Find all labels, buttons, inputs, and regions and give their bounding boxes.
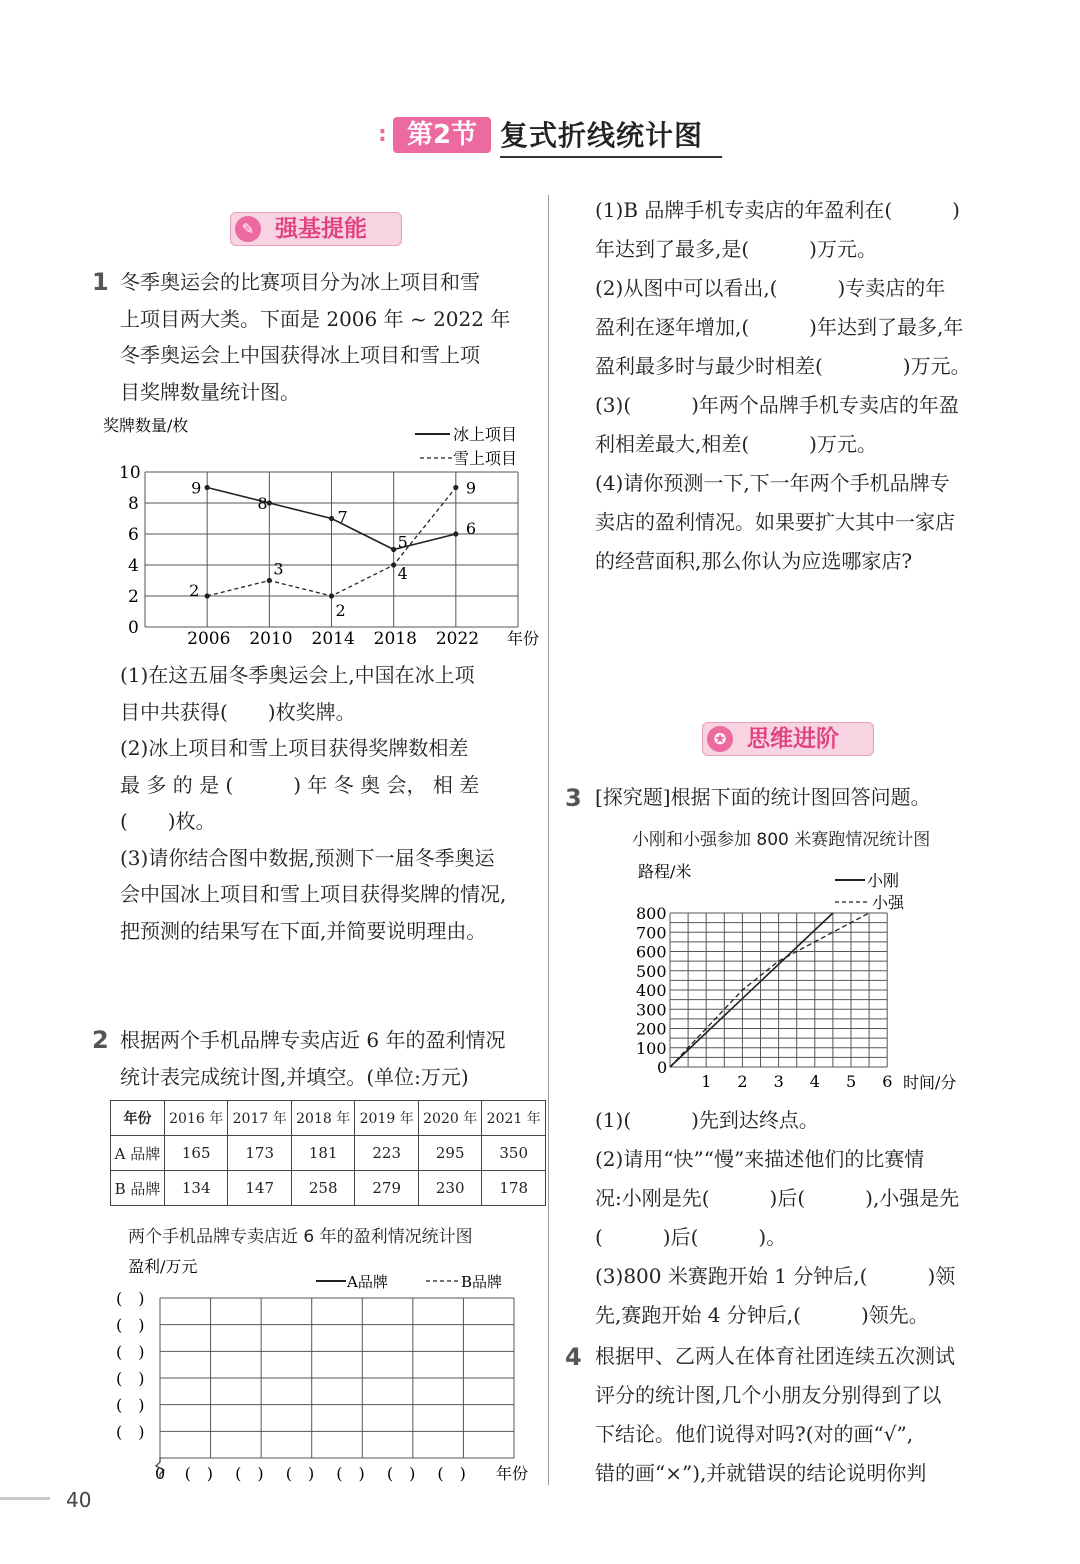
q2-sub-line: 盈利最多时与最少时相差( )万元。 <box>595 354 971 378</box>
data-point <box>205 485 210 490</box>
q3-subquestions <box>595 1101 959 1335</box>
y-tick-label: 2 <box>128 587 139 607</box>
profit-chart-xlabel: 年份 <box>496 1464 529 1483</box>
profit-chart-origin: 0 <box>155 1464 166 1483</box>
data-label: 9 <box>465 478 477 498</box>
q2-sub-line: (4)请你预测一下,下一年两个手机品牌专 <box>595 471 950 495</box>
q1-line: 上项目两大类。下面是 2006 年 ~ 2022 年 <box>120 306 511 331</box>
q3-sub-line: (1)( )先到达终点。 <box>595 1108 819 1132</box>
table-cell: 279 <box>355 1171 419 1206</box>
data-label: 5 <box>397 532 408 552</box>
data-label: 6 <box>465 519 477 538</box>
q1-sub-line: (1)在这五届冬季奥运会上,中国在冰上项 <box>120 663 475 687</box>
y-tick-label: 4 <box>128 556 139 576</box>
data-label: 4 <box>397 564 408 583</box>
q3-sub-line: (2)请用“快”“慢”来描述他们的比赛情 <box>595 1147 925 1171</box>
column-divider <box>548 195 549 1485</box>
q2-line: 根据两个手机品牌专卖店近 6 年的盈利情况 <box>120 1028 506 1052</box>
y-blank: ( ) <box>116 1289 145 1308</box>
table-header-cell: 年份 <box>111 1101 165 1136</box>
table-cell: 181 <box>291 1136 355 1171</box>
legend-snow: 雪上项目 <box>453 449 518 468</box>
x-tick-label: 2014 <box>311 629 355 649</box>
q4-number: 4 <box>565 1343 582 1371</box>
table-cell: B 品牌 <box>111 1171 165 1206</box>
x-tick-label: 6 <box>882 1072 893 1091</box>
q3-sub-line: 先,赛跑开始 4 分钟后,( )领先。 <box>595 1303 929 1327</box>
profit-chart-grid <box>116 1289 514 1483</box>
table-cell: 178 <box>482 1171 546 1206</box>
profit-blank-chart <box>108 1250 548 1490</box>
q1-sub-line: 最 多 的 是 ( ) 年 冬 奥 会， 相 差 <box>120 772 480 797</box>
race-chart-title: 小刚和小强参加 800 米赛跑情况统计图 <box>632 830 931 850</box>
data-label: 9 <box>191 478 202 498</box>
data-point <box>453 531 458 536</box>
data-point <box>329 593 334 598</box>
q3-stem: [探究题]根据下面的统计图回答问题。 <box>595 785 931 809</box>
legend-xiaoqiang: 小强 <box>872 893 905 912</box>
data-point <box>391 562 396 567</box>
profit-chart-title: 两个手机品牌专卖店近 6 年的盈利情况统计图 <box>128 1227 473 1247</box>
data-point <box>329 516 334 521</box>
q3-sub-line: 况:小刚是先( )后( ),小强是先 <box>595 1186 960 1210</box>
y-tick-label: 600 <box>636 942 667 962</box>
table-row <box>111 1136 546 1171</box>
table-header-cell: 2016 年 <box>164 1101 228 1136</box>
table-cell: 147 <box>228 1171 292 1206</box>
q1-sub-line: (3)请你结合图中数据,预测下一届冬季奥运 <box>120 845 495 870</box>
q1-line: 目奖牌数量统计图。 <box>120 379 300 404</box>
y-tick-label: 200 <box>636 1019 667 1039</box>
x-tick-label: 5 <box>846 1072 857 1091</box>
x-tick-label: 2010 <box>249 629 293 649</box>
race-chart <box>620 855 980 1095</box>
q2-sub-line: (3)( )年两个品牌手机专卖店的年盈 <box>595 393 959 417</box>
q1-line: 冬季奥运会上中国获得冰上项目和雪上项 <box>120 343 480 367</box>
data-point <box>267 578 272 583</box>
q4-line: 评分的统计图,几个小朋友分别得到了以 <box>595 1383 942 1407</box>
table-header-cell: 2020 年 <box>418 1101 482 1136</box>
medal-chart-grid <box>119 463 518 649</box>
table-header-cell: 2017 年 <box>228 1101 292 1136</box>
x-tick-label: 2022 <box>435 629 480 649</box>
q2-number: 2 <box>92 1026 109 1054</box>
q2-line: 统计表完成统计图,并填空。(单位:万元) <box>120 1064 469 1089</box>
table-cell: 350 <box>482 1136 546 1171</box>
y-blank: ( ) <box>116 1395 145 1415</box>
legend-ice: 冰上项目 <box>453 425 518 444</box>
pencil-icon: ✎ <box>235 216 261 242</box>
y-tick-label: 500 <box>636 961 667 981</box>
legend-b: B品牌 <box>461 1273 503 1291</box>
q2-sub-line: 利相差最大,相差( )万元。 <box>595 432 877 456</box>
table-header-cell: 2019 年 <box>355 1101 419 1136</box>
banner-advanced <box>702 722 874 756</box>
data-point <box>453 485 458 490</box>
medal-chart <box>95 410 550 660</box>
x-blank: ( ) <box>184 1464 214 1483</box>
q2-sub-line: 卖店的盈利情况。如果要扩大其中一家店 <box>595 510 955 534</box>
q1-stem <box>120 264 510 410</box>
q4-stem <box>595 1337 955 1493</box>
data-label: 2 <box>189 581 200 600</box>
q3-sub-line: ( )后( )。 <box>595 1225 787 1249</box>
x-blank: ( ) <box>235 1464 264 1483</box>
table-header-cell: 2018 年 <box>291 1101 355 1136</box>
q2-sub-line: (2)从图中可以看出,( )专卖店的年 <box>595 276 946 300</box>
section-tag-mark: : <box>378 122 387 147</box>
table-cell: 134 <box>164 1171 228 1206</box>
q2-sub-line: 盈利在逐年增加,( )年达到了最多,年 <box>595 315 964 339</box>
section-title: 复式折线统计图 <box>500 114 722 158</box>
x-tick-label: 2006 <box>187 629 231 649</box>
x-blank: ( ) <box>437 1464 466 1483</box>
banner-basic-label: 强基提能 <box>275 216 367 242</box>
q1-sub-line: 把预测的结果写在下面,并简要说明理由。 <box>120 918 487 943</box>
x-tick-label: 1 <box>701 1072 712 1091</box>
q1-number: 1 <box>92 268 109 296</box>
section-tag: 第2节 <box>393 117 491 153</box>
y-tick-label: 400 <box>636 981 667 1000</box>
table-cell: 258 <box>291 1171 355 1206</box>
x-blank: ( ) <box>386 1464 416 1483</box>
table-header-cell: 2021 年 <box>482 1101 546 1136</box>
x-tick-label: 3 <box>773 1072 784 1091</box>
q1-subquestions <box>120 657 506 949</box>
table-cell: 295 <box>418 1136 482 1171</box>
legend-a: A品牌 <box>347 1273 388 1291</box>
q2-sub-line: 年达到了最多,是( )万元。 <box>595 237 877 261</box>
data-label: 3 <box>273 559 284 579</box>
table-cell: A 品牌 <box>111 1136 165 1171</box>
table-cell: 223 <box>355 1136 419 1171</box>
q2-sub-line: (1)B 品牌手机专卖店的年盈利在( ) <box>595 198 960 222</box>
x-blank: ( ) <box>285 1464 315 1483</box>
q2-stem <box>120 1022 505 1095</box>
y-tick-label: 0 <box>657 1058 668 1077</box>
q1-sub-line: 会中国冰上项目和雪上项目获得奖牌的情况, <box>120 882 507 906</box>
medal-icon: ✪ <box>707 726 733 752</box>
banner-advanced-label: 思维进阶 <box>747 726 839 752</box>
profit-table <box>110 1100 546 1206</box>
data-point <box>391 547 396 552</box>
y-tick-label: 100 <box>636 1038 667 1058</box>
y-tick-label: 700 <box>636 923 667 943</box>
table-header-row <box>111 1101 546 1136</box>
medal-chart-series <box>189 479 476 621</box>
y-tick-label: 8 <box>128 494 139 514</box>
medal-chart-ylabel: 奖牌数量/枚 <box>103 416 189 435</box>
medal-chart-xlabel: 年份 <box>507 629 540 648</box>
table-cell: 173 <box>228 1136 292 1171</box>
y-blank: ( ) <box>116 1369 145 1388</box>
q2-subquestions <box>595 191 971 581</box>
data-label: 2 <box>335 601 346 620</box>
y-blank: ( ) <box>116 1315 145 1335</box>
banner-basic <box>230 212 402 246</box>
race-chart-ylabel: 路程/米 <box>638 862 692 881</box>
y-blank: ( ) <box>116 1342 145 1362</box>
x-tick-label: 2 <box>737 1072 748 1091</box>
q1-sub-line: 目中共获得( )枚奖牌。 <box>120 699 356 724</box>
legend-xiaogang: 小刚 <box>867 871 900 890</box>
table-row <box>111 1171 546 1206</box>
y-tick-label: 0 <box>128 618 139 638</box>
race-chart-xlabel: 时间/分 <box>903 1073 957 1092</box>
page-number: 40 <box>66 1488 92 1512</box>
x-tick-label: 4 <box>809 1072 820 1091</box>
data-point <box>205 593 210 598</box>
q2-sub-line: 的经营面积,那么你认为应选哪家店? <box>595 549 913 573</box>
y-tick-label: 6 <box>128 525 139 545</box>
q4-line: 根据甲、乙两人在体育社团连续五次测试 <box>595 1344 955 1368</box>
y-tick-label: 10 <box>119 463 141 483</box>
profit-chart-ylabel: 盈利/万元 <box>128 1257 198 1276</box>
x-tick-label: 2018 <box>373 629 417 649</box>
q4-line: 下结论。他们说得对吗?(对的画“√”, <box>595 1422 914 1446</box>
q3-number: 3 <box>565 784 582 812</box>
table-cell: 165 <box>164 1136 228 1171</box>
y-tick-label: 300 <box>636 1000 667 1020</box>
page-bar <box>0 1497 50 1500</box>
y-blank: ( ) <box>116 1422 145 1442</box>
y-tick-label: 800 <box>636 904 667 923</box>
q3-sub-line: (3)800 米赛跑开始 1 分钟后,( )领 <box>595 1264 956 1288</box>
data-label: 7 <box>337 507 348 527</box>
q1-sub-line: (2)冰上项目和雪上项目获得奖牌数相差 <box>120 736 469 760</box>
q4-line: 错的画“×”),并就错误的结论说明你判 <box>595 1461 927 1485</box>
data-label: 8 <box>257 494 268 513</box>
table-cell: 230 <box>418 1171 482 1206</box>
q1-sub-line: ( )枚。 <box>120 809 216 833</box>
x-blank: ( ) <box>336 1464 365 1483</box>
q1-line: 冬季奥运会的比赛项目分为冰上项目和雪 <box>120 270 480 294</box>
